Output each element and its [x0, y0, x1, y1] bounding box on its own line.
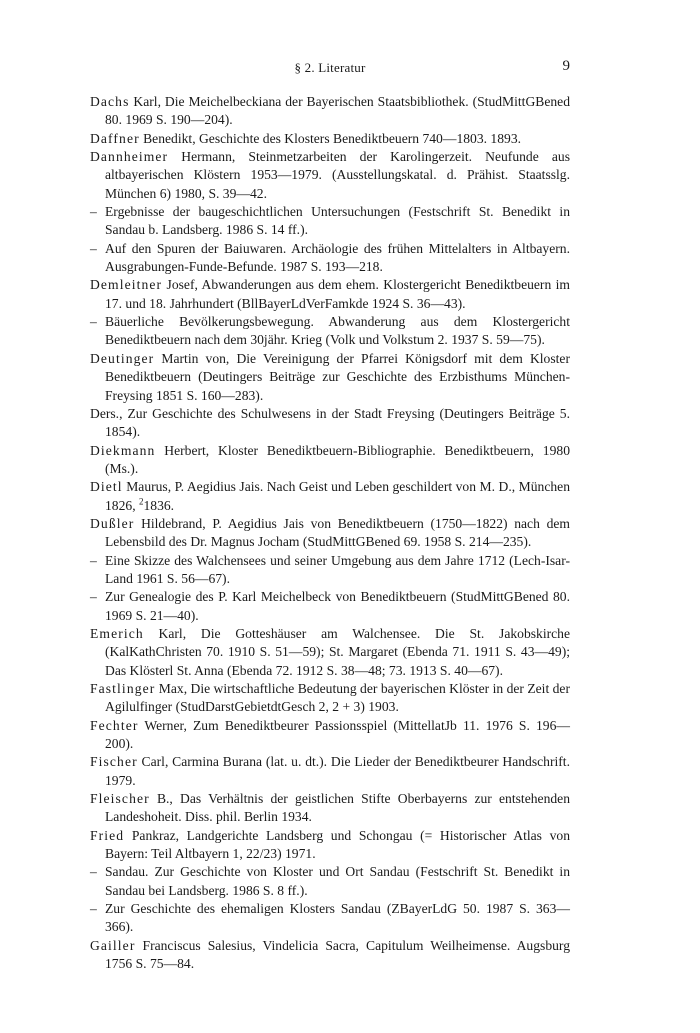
author-surname: Deutinger [90, 350, 155, 366]
entry-text: Sandau. Zur Geschichte von Kloster und Ort Sandau (Festschrift St. Benedikt in Sandau bei Landsberg. 1986 S. 8 ff.). [105, 864, 570, 898]
bibliography-entry [90, 240, 570, 277]
entry-text: Carl, Carmina Burana (lat. u. dt.). Die Lieder der Benediktbeurer Handschrift. 1979. [105, 754, 570, 788]
entry-text: Benedikt, Geschichte des Klosters Benediktbeuern 740—1803. 1893. [139, 130, 522, 146]
entry-text: Pankraz, Landgerichte Landsberg und Schongau (= Historischer Atlas von Bayern: Teil Altbayern 1, 22/23) 1971. [105, 827, 570, 862]
bibliography-entry [90, 276, 570, 313]
entry-text: Hermann, Steinmetzarbeiten der Karolingerzeit. Neufunde aus altbayerischen Klöstern 1953—1979. (Ausstellungskatal. d. Prähist. Staatsslg. München 6) 1980, S. 39—42. [105, 149, 570, 201]
entry-text: Maurus, P. Aegidius Jais. Nach Geist und Leben geschildert von M. D., München 1826, [105, 479, 570, 513]
edition-superscript: 2 [138, 496, 144, 507]
section-title: § 2. Literatur [294, 60, 366, 75]
ditto-dash: – [90, 204, 97, 220]
entry-text: Ergebnisse der baugeschichtlichen Untersuchungen (Festschrift St. Benedikt in Sandau b. Landsberg. 1986 S. 14 ff.). [105, 204, 570, 238]
ditto-dash: – [90, 552, 97, 568]
bibliography-entry [90, 442, 570, 479]
entry-text-tail: 1836. [143, 497, 175, 513]
author-surname: Fischer [90, 754, 138, 770]
ditto-dash: – [90, 864, 97, 880]
author-surname: Fechter [90, 717, 139, 733]
author-surname: Fried [90, 827, 125, 843]
bibliography-entry [90, 717, 570, 754]
ditto-dash: – [90, 589, 97, 605]
entry-text: Martin von, Die Vereinigung der Pfarrei Königsdorf mit dem Kloster Benediktbeuern (Deutingers Beiträge zur Geschichte des Erzbisthums München-Freysing 1851 S. 160—283). [105, 350, 570, 403]
entry-text: Auf den Spuren der Baiuwaren. Archäologie des frühen Mittelalters in Altbayern. Ausgrabungen-Funde-Befunde. 1987 S. 193—218. [105, 240, 570, 275]
entry-text: Zur Geschichte des ehemaligen Klosters Sandau (ZBayerLdG 50. 1987 S. 363—366). [105, 901, 570, 935]
bibliography-list [90, 93, 570, 974]
entry-text: Franciscus Salesius, Vindelicia Sacra, Capitulum Weilheimense. Augsburg 1756 S. 75—84. [105, 937, 570, 972]
bibliography-entry [90, 680, 570, 717]
bibliography-entry [90, 552, 570, 589]
author-surname: Emerich [90, 625, 144, 641]
entry-text: Ders., Zur Geschichte des Schulwesens in der Stadt Freysing (Deutingers Beiträge 5. 1854). [90, 405, 570, 440]
bibliography-entry [90, 827, 570, 864]
author-surname: Dietl [90, 479, 123, 495]
bibliography-entry [90, 203, 570, 240]
author-surname: Daffner [90, 130, 140, 146]
entry-text: Josef, Abwanderungen aus dem ehem. Klostergericht Benediktbeuern im 17. und 18. Jahrhundert (BllBayerLdVerFamkde 1924 S. 36—43). [105, 277, 570, 311]
bibliography-entry [90, 790, 570, 827]
author-surname: Dachs [90, 94, 130, 109]
bibliography-entry [90, 900, 570, 937]
ditto-dash: – [90, 314, 97, 330]
running-header [90, 60, 570, 80]
entry-text: Karl, Die Meichelbeckiana der Bayerischen Staatsbibliothek. (StudMittGBened 80. 1969 S. 190—204). [105, 94, 570, 128]
entry-text: Werner, Zum Benediktbeurer Passionsspiel (MittellatJb 11. 1976 S. 196—200). [105, 717, 570, 752]
entry-text: Karl, Die Gotteshäuser am Walchensee. Die St. Jakobskirche (KalKathChristen 70. 1910 S. 51—59); St. Margaret (Ebenda 71. 1911 S. 43—49); Das Klösterl St. Anna (Ebenda 72. 1912 S. 38—48; 73. 1913 S. 40—67). [105, 625, 570, 678]
bibliography-entry [90, 753, 570, 790]
bibliography-entry [90, 313, 570, 350]
bibliography-entry [90, 863, 570, 900]
author-surname: Fastlinger [90, 681, 156, 696]
bibliography-entry [90, 130, 570, 148]
bibliography-entry [90, 350, 570, 405]
ditto-dash: – [90, 901, 97, 917]
author-surname: Gailler [90, 937, 136, 953]
page-number: 9 [562, 58, 570, 74]
author-surname: Diekmann [90, 442, 156, 458]
entry-text: B., Das Verhältnis der geistlichen Stifte Oberbayerns zur entstehenden Landeshoheit. Diss. phil. Berlin 1934. [105, 791, 570, 825]
entry-text: Zur Genealogie des P. Karl Meichelbeck von Benediktbeuern (StudMittGBened 80. 1969 S. 21—40). [105, 589, 570, 623]
bibliography-entry [90, 93, 570, 130]
bibliography-entry [90, 405, 570, 442]
bibliography-entry [90, 515, 570, 552]
entry-text: Herbert, Kloster Benediktbeuern-Bibliographie. Benediktbeuern, 1980 (Ms.). [105, 442, 570, 476]
bibliography-entry [90, 148, 570, 203]
bibliography-entry [90, 478, 570, 515]
author-surname: Dußler [90, 515, 135, 531]
entry-text: Max, Die wirtschaftliche Bedeutung der bayerischen Klöster in der Zeit der Agilulfinger (StudDarstGebietdtGesch 2, 2 + 3) 1903. [105, 681, 570, 715]
author-surname: Demleitner [90, 277, 163, 293]
author-surname: Fleischer [90, 791, 150, 807]
entry-text: Eine Skizze des Walchensees und seiner Umgebung aus dem Jahre 1712 (Lech-Isar-Land 1961 S. 56—67). [105, 552, 570, 586]
bibliography-entry [90, 625, 570, 680]
entry-text: Hildebrand, P. Aegidius Jais von Benediktbeuern (1750—1822) nach dem Lebensbild des Dr. Magnus Jocham (StudMittGBened 69. 1958 S. 214—235). [105, 515, 570, 550]
author-surname: Dannheimer [90, 149, 169, 165]
entry-text: Bäuerliche Bevölkerungsbewegung. Abwanderung aus dem Klostergericht Benediktbeuern nach dem 30jähr. Krieg (Volk und Volkstum 2. 1937 S. 59—75). [105, 314, 570, 348]
bibliography-entry [90, 937, 570, 974]
ditto-dash: – [90, 240, 97, 256]
bibliography-entry [90, 588, 570, 625]
